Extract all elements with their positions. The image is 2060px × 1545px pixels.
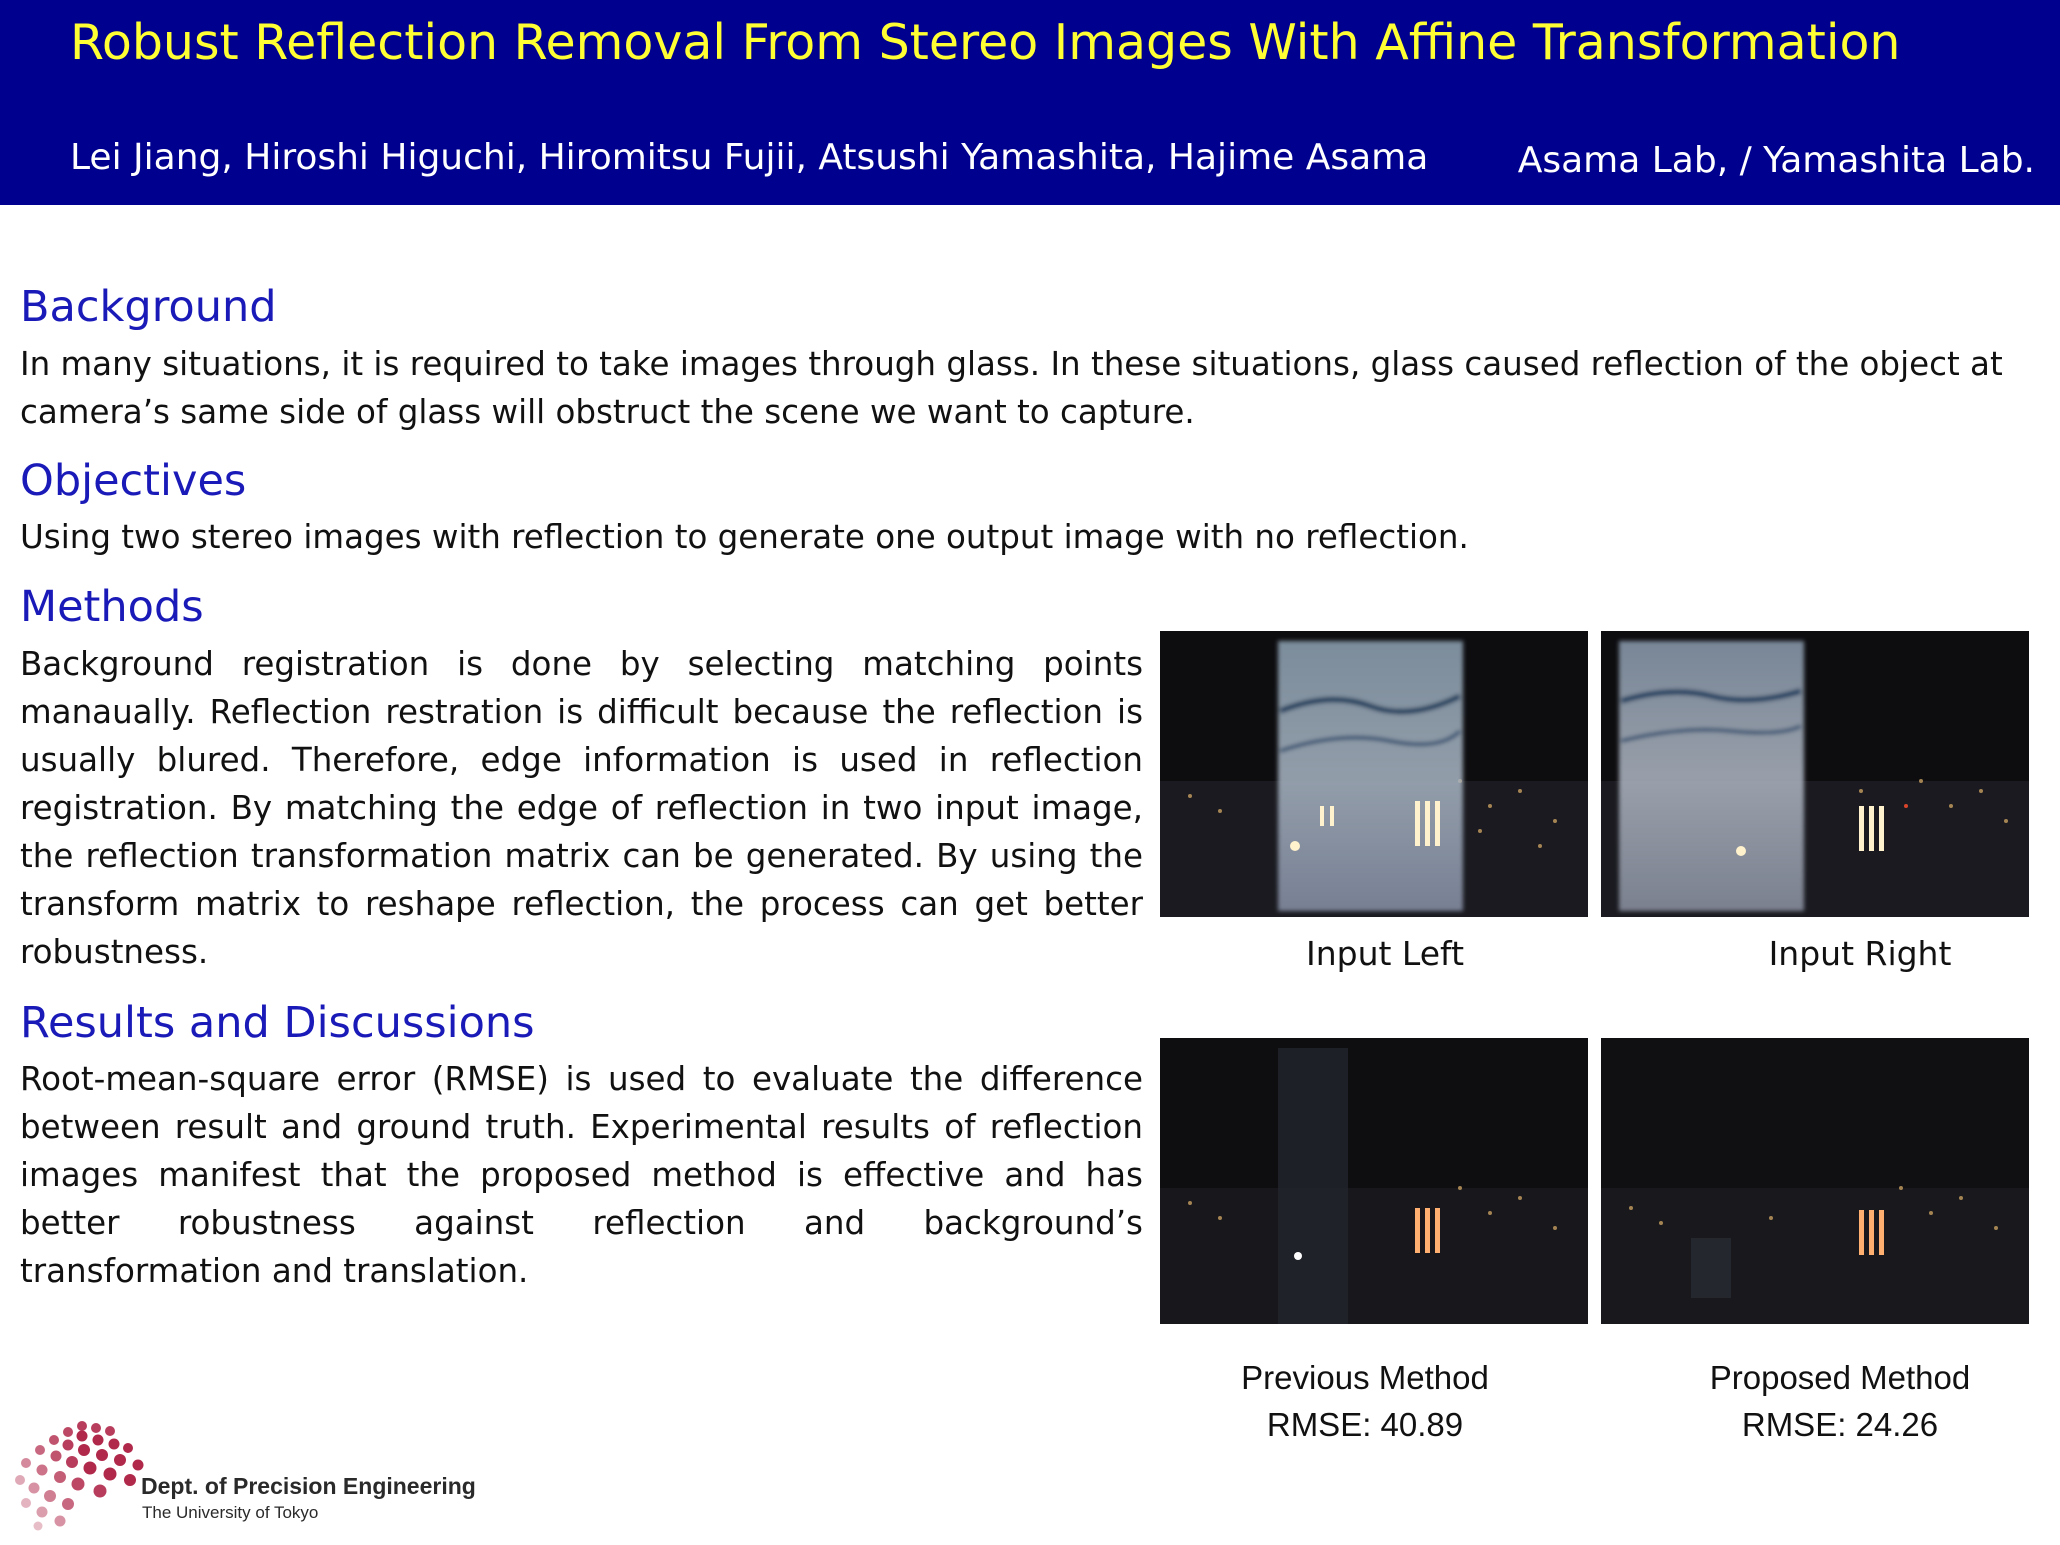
caption-proposed-method <box>1635 1354 2045 1448</box>
caption-previous-method <box>1160 1354 1570 1448</box>
poster-title: Robust Reflection Removal From Stereo Images With Affine Transformation <box>70 14 1901 71</box>
author-list: Lei Jiang, Hiroshi Higuchi, Hiromitsu Fujii, Atsushi Yamashita, Hajime Asama <box>70 137 1429 178</box>
lab-name: Asama Lab, / Yamashita Lab. <box>1517 140 2035 181</box>
image-input-right <box>1601 631 2029 917</box>
heading-objectives: Objectives <box>20 456 247 506</box>
previous-method-label: Previous Method <box>1241 1359 1489 1396</box>
heading-background: Background <box>20 282 277 332</box>
image-previous-method <box>1160 1038 1588 1324</box>
image-proposed-method <box>1601 1038 2029 1324</box>
header-banner <box>0 0 2060 205</box>
proposed-method-label: Proposed Method <box>1709 1359 1971 1396</box>
heading-results: Results and Discussions <box>20 998 535 1048</box>
department-name: Dept. of Precision Engineering <box>141 1473 476 1499</box>
previous-method-rmse: RMSE: 40.89 <box>1266 1406 1464 1443</box>
proposed-method-rmse: RMSE: 24.26 <box>1741 1406 1939 1443</box>
caption-input-left: Input Left <box>1305 934 1465 973</box>
text-results: Root-mean-square error (RMSE) is used to evaluate the difference between result and ground truth. Experimental results of reflection images manifest that the proposed method is effective and has better robustness against reflection and background’s transformation and translation. <box>20 1060 1143 1290</box>
university-name: The University of Tokyo <box>142 1503 319 1522</box>
text-background: In many situations, it is required to take images through glass. In these situations, glass caused reflection of the object at camera’s same side of glass will obstruct the scene we want to capture. <box>20 345 2003 431</box>
text-methods: Background registration is done by selecting matching points manaually. Reflection restration is difficult because the reflection is usually blured. Therefore, edge information is used in reflection registration. By matching the edge of reflection in two input image, the reflection transformation matrix can be generated. By using the transform matrix to reshape reflection, the process can get better robustness. <box>20 645 1143 971</box>
image-input-left <box>1160 631 1588 917</box>
heading-methods: Methods <box>20 582 204 632</box>
caption-input-right: Input Right <box>1768 934 1952 973</box>
text-objectives: Using two stereo images with reflection to generate one output image with no reflection. <box>20 518 1469 556</box>
